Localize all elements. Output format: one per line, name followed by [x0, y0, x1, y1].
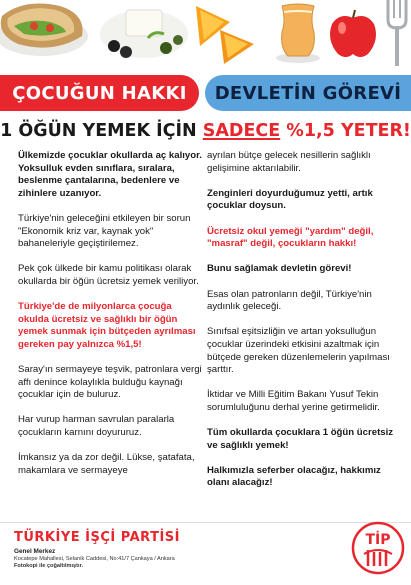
- left-column: [18, 150, 204, 490]
- hq-address: Kocatepe Mahallesi, Selanik Caddesi, No:41/7 Çankaya / Ankara: [14, 556, 175, 562]
- party-name: TÜRKİYE İŞÇİ PARTİSİ: [14, 530, 180, 545]
- headline-prefix: 1 ÖĞÜN YEMEK İÇİN: [0, 121, 203, 141]
- tip-logo: [350, 520, 406, 578]
- paragraph: İmkansız ya da zor değil. Lükse, şatafata, makamlara ve sermayeye: [18, 452, 195, 476]
- paragraph: Halkımızla seferber olacağız, hakkımız olanı alacağız!: [207, 464, 381, 489]
- hq-label: Genel Merkez: [14, 548, 56, 555]
- paragraph: ayrılan bütçe gelecek nesillerin sağlıklı gelişimine aktarılabilir.: [207, 150, 371, 174]
- paragraph: Tüm okullarda çocuklara 1 öğün ücretsiz ve sağlıklı yemek!: [207, 427, 394, 451]
- paragraph: Zenginleri doyurduğumuz yetti, artık çocuklar doysun.: [207, 187, 373, 212]
- headline-highlight: SADECE: [202, 121, 281, 141]
- paragraph: Sınıfsal eşitsizliğin ve artan yoksulluğun çocuklar üzerindeki etkisini azaltmak için bütçede gereken düzenlemelerin yapılması şarttır.: [207, 326, 390, 376]
- apple-icon: [326, 8, 380, 60]
- logo-text: TİP: [365, 532, 391, 548]
- fork-icon: [384, 0, 411, 66]
- paragraph: Türkiye'de de milyonlarca çocuğa okulda ücretsiz ve sağlıklı bir öğün yemek sunmak için bütçeden ayrılması gereken pay yalnızca %1,5!: [18, 301, 196, 350]
- paragraph: Har vurup harman savrulan paralarla çocukların karnını doyururuz.: [18, 414, 175, 439]
- print-note: Fotokopi ile çoğaltılmıştır.: [14, 563, 83, 569]
- banner-state-duty: DEVLETİN GÖREVİ: [205, 75, 411, 111]
- paragraph: Esas olan patronların değil, Türkiye'nin aydınlık geleceği.: [207, 288, 372, 313]
- paragraph: Saray'ın sermayeye teşvik, patronlara vergi affı denince kolaylıkla bulduğu kaynağı çocuklar için de buluruz.: [18, 364, 202, 401]
- paragraph: Ücretsiz okul yemeği "yardım" değil, "masraf" değil, çocukların hakkı!: [207, 225, 374, 250]
- right-column: [207, 150, 397, 503]
- food-illustration-strip: [0, 0, 411, 66]
- paragraph: Bunu sağlamak devletin görevi!: [207, 263, 352, 275]
- sandwich-icon: [0, 0, 94, 60]
- paragraph: İktidar ve Milli Eğitim Bakanı Yusuf Tekin sorumluluğunu derhal yerine getirmelidir.: [207, 389, 380, 413]
- headline: [0, 121, 411, 141]
- banner-child-right: ÇOCUĞUN HAKKI: [0, 75, 199, 111]
- footer: [14, 530, 314, 569]
- paragraph: Ülkemizde çocuklar okullarda aç kalıyor. Yoksulluk evden sınıflara, sıralara, beslenme çantalarına, bedenlere ve zihinlere uzanıyor.: [18, 150, 202, 199]
- cheese-olives-icon: [94, 0, 194, 64]
- orange-slices-icon: [190, 0, 262, 66]
- headline-suffix: %1,5 YETER!: [280, 121, 411, 141]
- paragraph: Pek çok ülkede bir kamu politikası olarak okullarda bir öğün ücretsiz yemek veriliyor.: [18, 263, 199, 287]
- paragraph: Türkiye'nin geleceğini etkileyen bir sorun "Ekonomik kriz var, kaynak yok" bahaneleriyle geçiştirilemez.: [18, 212, 191, 250]
- tea-glass-icon: [270, 2, 326, 64]
